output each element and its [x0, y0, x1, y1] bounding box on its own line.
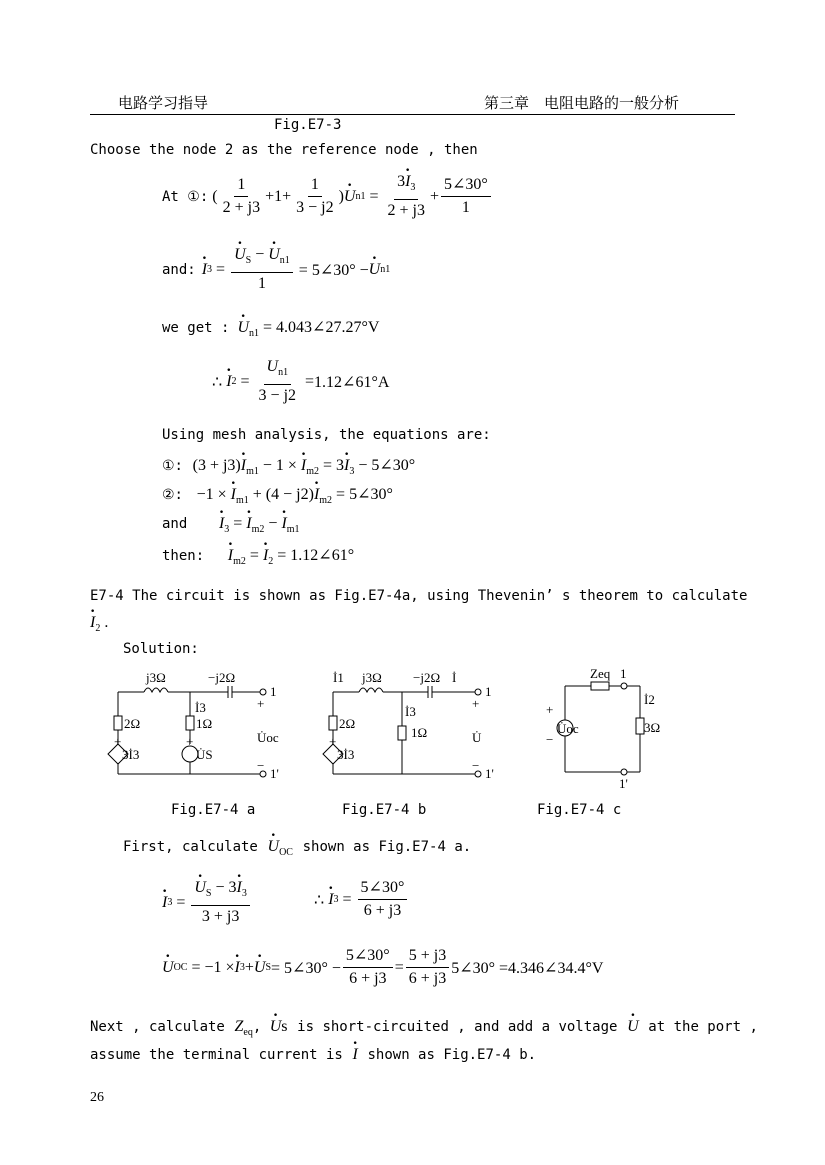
circuit-figures [100, 662, 750, 802]
problem-target: · $I_2$ . [90, 614, 108, 634]
assume-text-2: shown as Fig.E7-4 b. [367, 1047, 537, 1063]
uoc-result: 4.346∠34.4°V [508, 959, 604, 977]
mesh-and-label: and [162, 516, 188, 532]
svg-text:−: − [472, 758, 480, 773]
intro-text: Choose the node 2 as the reference node , then [90, 142, 478, 158]
svg-text:U̇oc: U̇oc [257, 730, 279, 745]
eq-i3-thev: · I 3 = · $\frac{U_S - 3\cdot I_3}{3 + j3}$ [162, 878, 252, 927]
mesh-eq-4: then: · $I_{m2}$ = · $I_2$ = 1.12∠61° [162, 545, 354, 567]
svg-text:3İ3: 3İ3 [122, 747, 140, 762]
svg-text:−j2Ω: −j2Ω [208, 670, 236, 685]
svg-text:1': 1' [619, 776, 628, 791]
circuit-b [323, 686, 481, 777]
svg-text:2Ω: 2Ω [339, 716, 356, 731]
mesh-intro: Using mesh analysis, the equations are: [162, 427, 491, 443]
eq-we-get: we get : · $U_{n1}$ = 4.043∠27.27°V [162, 317, 379, 339]
svg-text:İ3: İ3 [405, 704, 416, 719]
fig-caption-b: Fig.E7-4 b [342, 802, 427, 818]
first-text: First, calculate [123, 839, 258, 855]
svg-text:+: + [472, 696, 480, 711]
svg-text:U̇: U̇ [472, 730, 482, 745]
eq-i3: and: · I 3 = · $\frac{U_S - \cdot U_{n1}}{1}$ = 5∠30° − · U n1 [162, 245, 390, 294]
we-get-value: 4.043∠27.27°V [276, 319, 380, 336]
svg-text:2Ω: 2Ω [124, 716, 141, 731]
header-rule [90, 114, 735, 115]
svg-text:3İ3: 3İ3 [337, 747, 355, 762]
svg-text:1: 1 [270, 684, 277, 699]
svg-text:1: 1 [485, 684, 492, 699]
next-text-3: at the port , [648, 1019, 758, 1035]
circuit-a [108, 686, 266, 777]
svg-text:−j2Ω: −j2Ω [413, 670, 441, 685]
we-get-label: we get : [162, 320, 230, 337]
mesh-eq-2: ②: −1 × · $I_{m1} + (4 - j2)\cdot I_{m2}$ = 5∠30° [162, 484, 393, 506]
svg-text:İ2: İ2 [644, 692, 655, 707]
and-label: and: [162, 261, 196, 278]
header-right: 第三章 电阻电路的一般分析 [484, 94, 680, 112]
svg-text:U̇S: U̇S [196, 747, 213, 762]
svg-text:U̇oc: U̇oc [557, 721, 579, 736]
assume-text-1: assume the terminal current is [90, 1047, 343, 1063]
next-text-2: is short-circuited , and add a voltage [297, 1019, 618, 1035]
svg-text:−: − [546, 732, 554, 747]
svg-text:+: + [186, 734, 194, 749]
mesh-eq-3: and · $I_3$ = · $I_{m2}$ − · $I_{m1}$ [162, 513, 300, 535]
i2-result: 1.12∠61°A [314, 373, 390, 391]
first-text-after: shown as Fig.E7-4 a. [302, 839, 472, 855]
eq-i2: ∴ · I 2 = $\frac{U_{n1}}{3 - j2}$ = 1.12∠61°A [212, 357, 389, 406]
svg-text:1': 1' [485, 766, 494, 781]
eq-node1: At ①: ( $\frac{1}{2 + j3}$ +1+ $\frac{1}{3 - j2}$ ) · U n1 = $\frac{3\cdot I_3}{2 + j3}$ + $\frac{5\angle 30^\circ}{1}$ [162, 172, 493, 221]
mesh-eq-1: ①: $(3 + j3)\cdot I_{m1} - 1$ × · $I_{m2} = 3\cdot I_3$ − 5∠30° [162, 455, 415, 477]
fig-caption-c: Fig.E7-4 c [537, 802, 622, 818]
svg-text:3Ω: 3Ω [644, 720, 661, 735]
svg-text:1Ω: 1Ω [411, 725, 428, 740]
assume-line: assume the terminal current is · I shown as Fig.E7-4 b. [90, 1044, 536, 1064]
svg-text:Zeq: Zeq [590, 666, 611, 681]
next-text-1: Next , calculate [90, 1019, 225, 1035]
svg-text:İ1: İ1 [333, 670, 344, 685]
fig-caption-a: Fig.E7-4 a [171, 802, 256, 818]
header-left: 电路学习指导 [118, 94, 209, 112]
eq-uoc: · U OC = −1 × · I 3 + · U S = 5∠30° − $\frac{5\angle 30^\circ}{6 + j3}$ = $\frac{5 + j3}{6 + j3}$ 5∠30° = 4.346∠34.4°V [162, 946, 603, 989]
svg-text:İ: İ [452, 670, 457, 685]
eq-i3-result: ∴ · I 3 = $\frac{5\angle 30^\circ}{6 + j3}$ [314, 878, 409, 921]
problem-text: E7-4 The circuit is shown as Fig.E7-4a, using Thevenin’ s theorem to calculate [90, 588, 748, 604]
svg-text:1Ω: 1Ω [196, 716, 213, 731]
svg-text:İ3: İ3 [195, 700, 206, 715]
svg-text:+: + [546, 702, 554, 717]
first-line: First, calculate · $U_{OC}$ shown as Fig.E7-4 a. [123, 836, 471, 858]
svg-text:1: 1 [620, 666, 627, 681]
next-line: Next , calculate $Z_{eq}$, · Us is short-circuited , and add a voltage · U at the port , [90, 1016, 758, 1038]
svg-text:j3Ω: j3Ω [146, 670, 166, 685]
svg-text:j3Ω: j3Ω [362, 670, 382, 685]
at-label: At ①: [162, 188, 209, 205]
solution-label: Solution: [123, 641, 199, 657]
page-number: 26 [90, 1090, 104, 1105]
mesh-then-label: then: [162, 548, 205, 564]
svg-text:+: + [257, 696, 265, 711]
svg-text:+: + [114, 734, 122, 749]
svg-text:1': 1' [270, 766, 279, 781]
svg-text:+: + [329, 734, 337, 749]
fig-ref-top: Fig.E7-3 [274, 117, 342, 133]
svg-text:−: − [257, 758, 265, 773]
